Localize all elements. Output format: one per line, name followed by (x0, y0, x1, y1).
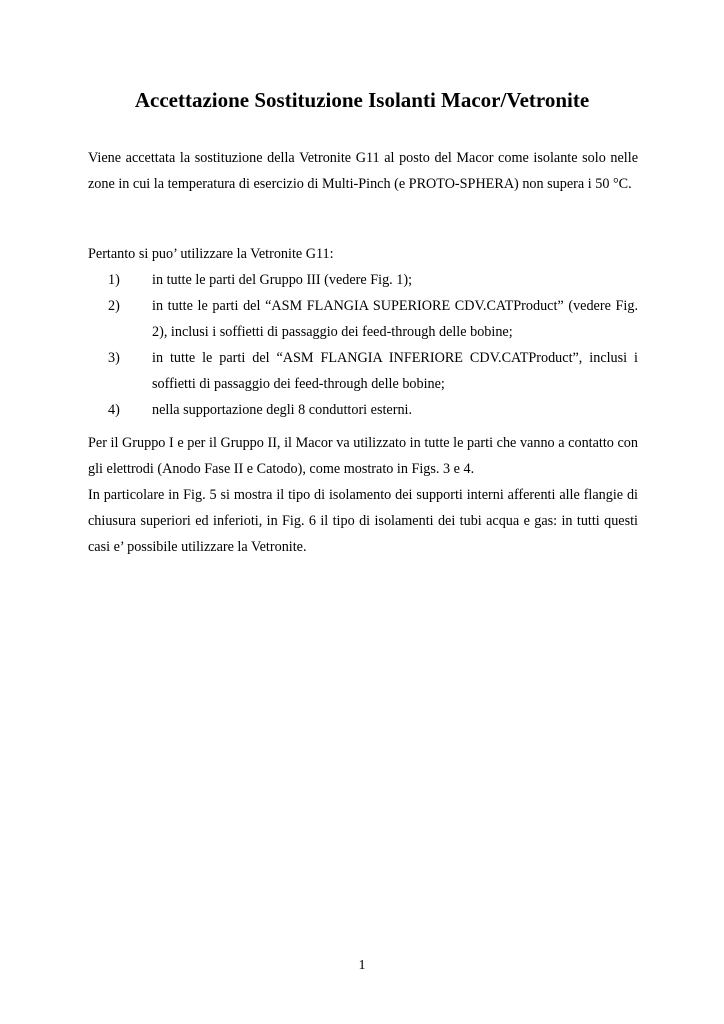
list-item (88, 397, 638, 423)
paragraph-figures (88, 482, 638, 560)
list-item-text: in tutte le parti del “ASM FLANGIA SUPERIORE CDV.CATProduct” (vedere Fig. 2), inclusi i soffietti di passaggio dei feed-through delle bobine; (152, 298, 638, 340)
vetronite-usage-section (88, 241, 638, 423)
paragraph-macor-usage (88, 430, 638, 482)
list-item-number: 1) (108, 272, 120, 288)
page-number: 1 (358, 958, 366, 973)
list-item-text: in tutte le parti del “ASM FLANGIA INFERIORE CDV.CATProduct”, inclusi i soffietti di passaggio dei feed-through delle bobine; (152, 350, 638, 392)
paragraph-text: In particolare in Fig. 5 si mostra il tipo di isolamento dei supporti interni afferenti alle flangie di chiusura superiori ed inferioti, in Fig. 6 il tipo di isolamenti dei tubi acqua e gas: in tutti questi casi e’ possibile utilizzare la Vetronite. (88, 487, 638, 555)
list-item-number: 2) (108, 298, 120, 314)
list-item-text: in tutte le parti del Gruppo III (vedere Fig. 1); (152, 272, 413, 288)
paragraph-acceptance (88, 145, 638, 197)
list-item-number: 3) (108, 350, 120, 366)
usage-list (88, 267, 638, 423)
paragraph-text: Viene accettata la sostituzione della Vetronite G11 al posto del Macor come isolante solo nelle zone in cui la temperatura di esercizio di Multi-Pinch (e PROTO-SPHERA) non supera i 50 °C. (88, 150, 638, 192)
document-title: Accettazione Sostituzione Isolanti Macor/Vetronite (134, 88, 590, 112)
list-item-text: nella supportazione degli 8 conduttori esterni. (152, 402, 413, 418)
list-intro: Pertanto si puo’ utilizzare la Vetronite G11: (88, 246, 334, 262)
paragraph-text: Per il Gruppo I e per il Gruppo II, il Macor va utilizzato in tutte le parti che vanno a contatto con gli elettrodi (Anodo Fase II e Catodo), come mostrato in Figs. 3 e 4. (88, 435, 638, 477)
list-item-number: 4) (108, 402, 120, 418)
list-item (88, 267, 638, 293)
list-item (88, 345, 638, 397)
list-item (88, 293, 638, 345)
